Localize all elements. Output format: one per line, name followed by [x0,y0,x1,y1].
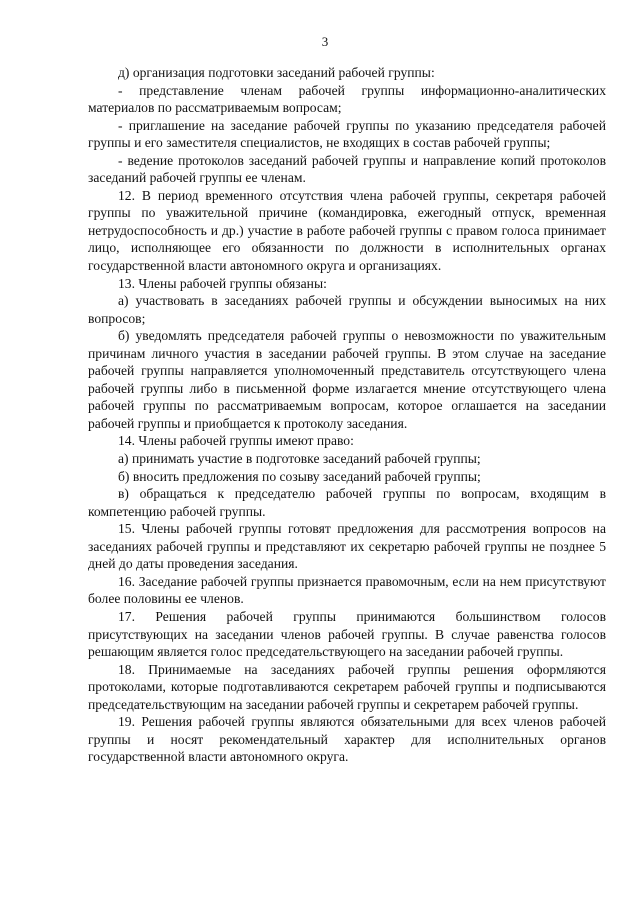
paragraph-16: 16. Заседание рабочей группы признается правомочным, если на нем присутствуют более половины ее членов. [88,573,606,607]
paragraph-13b: б) уведомлять председателя рабочей группы о невозможности по уважительным причинам личного участия в заседании рабочей группы. В этом случае на заседание рабочей группы направляется уполномоченный представитель отсутствующего члена рабочей группы либо в письменной форме излагается мнение отсутствующего члена рабочей группы по рассматриваемым вопросам, которое оглашается на заседании рабочей группы и приобщается к протоколу заседания. [88,328,606,431]
paragraph-17: 17. Решения рабочей группы принимаются большинством голосов присутствующих на заседании членов рабочей группы. В случае равенства голосов решающим является голос председательствующего на заседании рабочей группы. [88,608,606,660]
paragraph-14a: а) принимать участие в подготовке заседаний рабочей группы; [118,451,481,467]
paragraph-materials: - представление членам рабочей группы информационно-аналитических материалов по рассматриваемым вопросам; [88,82,606,116]
paragraph-14c: в) обращаться к председателю рабочей группы по вопросам, входящим в компетенцию рабочей группы. [88,486,606,519]
paragraph-15: 15. Члены рабочей группы готовят предложения для рассмотрения вопросов на заседаниях рабочей группы и представляют их секретарю рабочей группы не позднее 5 дней до даты проведения заседания. [88,521,606,572]
page-number: 3 [321,34,329,49]
paragraph-18: 18. Принимаемые на заседаниях рабочей группы решения оформляются протоколами, которые подготавливаются секретарем рабочей группы и подписываются председательствующим на заседании рабочей группы и секретарем рабочей группы. [88,661,606,712]
paragraph-d-organization: д) организация подготовки заседаний рабочей группы: [118,65,435,80]
paragraph-protocols: - ведение протоколов заседаний рабочей группы и направление копий протоколов заседаний рабочей группы ее членам. [88,152,606,186]
paragraph-invitation: - приглашение на заседание рабочей группы по указанию председателя рабочей группы и его заместителя специалистов, не входящих в состав рабочей группы; [88,117,606,151]
paragraph-13: 13. Члены рабочей группы обязаны: [118,275,327,291]
paragraph-14b: б) вносить предложения по созыву заседаний рабочей группы; [118,468,481,484]
paragraph-14: 14. Члены рабочей группы имеют право: [118,433,354,449]
paragraph-19: 19. Решения рабочей группы являются обязательными для всех членов рабочей группы и носят рекомендательный характер для исполнительных органов государственной власти автономного округа. [88,714,606,765]
paragraph-13a: а) участвовать в заседаниях рабочей группы и обсуждении выносимых на них вопросов; [88,293,606,326]
paragraph-12: 12. В период временного отсутствия члена рабочей группы, секретаря рабочей группы по уважительной причине (командировка, ежегодный отпуск, временная нетрудоспособность и др.) участие в работе рабочей группы с правом голоса принимает лицо, исполняющее его обязанности по должности в исполнительных органах государственной власти автономного округа и организациях. [88,187,606,274]
